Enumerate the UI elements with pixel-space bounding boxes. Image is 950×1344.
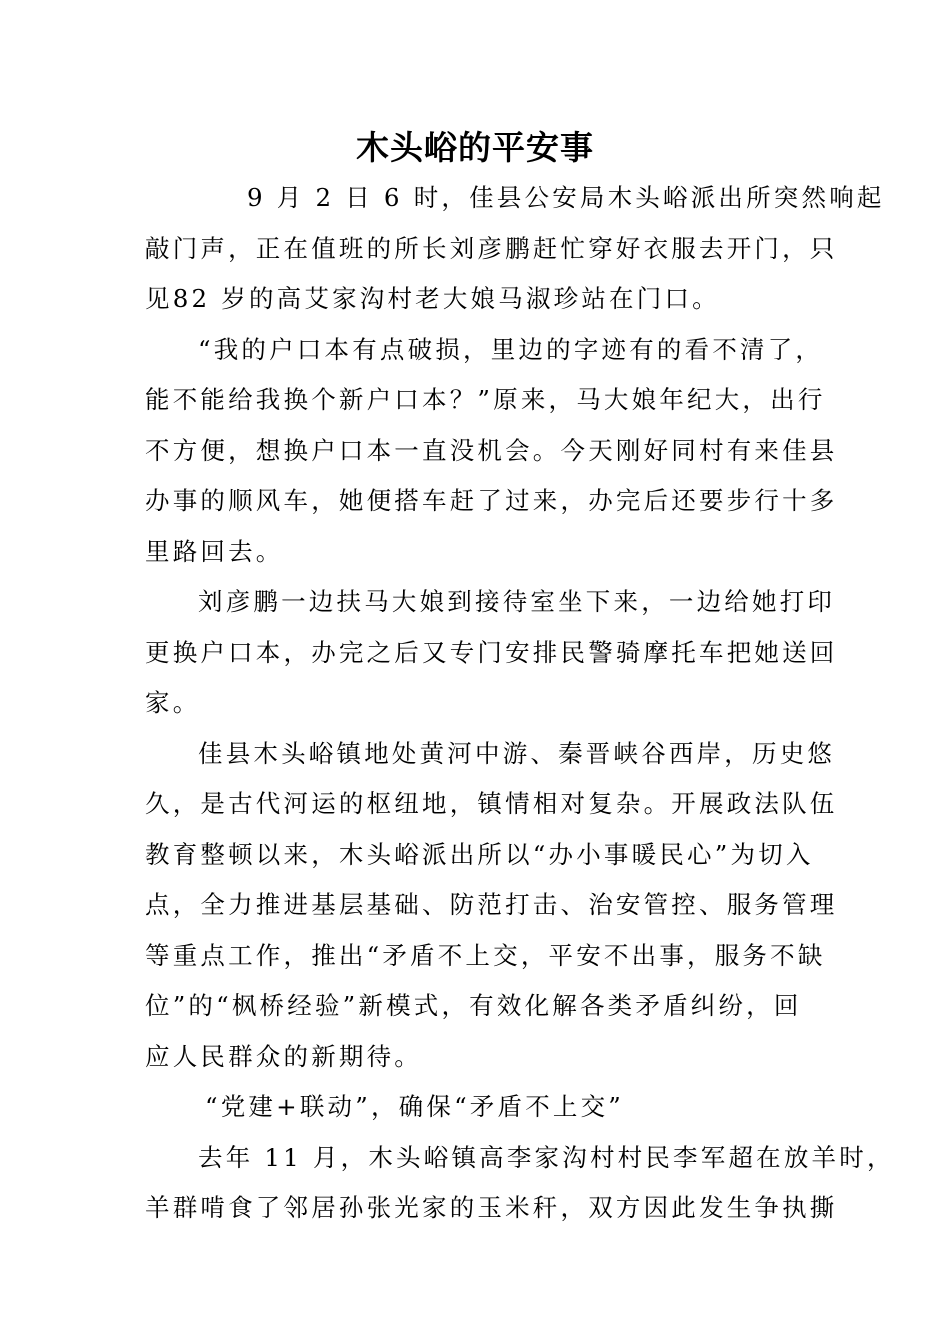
paragraph-line: 更换户口本，办完之后又专门安排民警骑摩托车把她送回 <box>145 637 838 667</box>
paragraph-line: 能不能给我换个新户口本？”原来，马大娘年纪大，出行 <box>145 385 826 414</box>
document-body <box>145 173 895 1234</box>
paragraph-line: 敲门声，正在值班的所长刘彦鹏赶忙穿好衣服去开门，只 <box>145 233 838 263</box>
paragraph-line: 9 月 2 日 6 时，佳县公安局木头峪派出所突然响起 <box>247 183 885 212</box>
section-heading: “党建+联动”，确保“矛盾不上交” <box>205 1092 625 1121</box>
paragraph-line: 家。 <box>145 688 201 717</box>
paragraph-line: 办事的顺风车，她便搭车赶了过来，办完后还要步行十多 <box>145 486 838 515</box>
paragraph-line: 不方便，想换户口本一直没机会。今天刚好同村有来佳县 <box>145 435 838 465</box>
paragraph-line: 久，是古代河运的枢纽地，镇情相对复杂。开展政法队伍 <box>145 789 838 818</box>
document-title: 木头峪的平安事 <box>356 128 594 167</box>
paragraph-line: 教育整顿以来，木头峪派出所以“办小事暖民心”为切入 <box>145 839 814 869</box>
paragraph-line: 去年 11 月，木头峪镇高李家沟村村民李军超在放羊时， <box>198 1142 895 1172</box>
paragraph-line: 佳县木头峪镇地处黄河中游、秦晋峡谷西岸，历史悠 <box>198 738 836 768</box>
paragraph-line: 位”的“枫桥经验”新模式，有效化解各类矛盾纠纷，回 <box>145 991 802 1020</box>
paragraph-line: 里路回去。 <box>145 536 284 566</box>
paragraph-line: 羊群啃食了邻居孙张光家的玉米秆，双方因此发生争执撕 <box>145 1193 838 1222</box>
paragraph-line: 点，全力推进基层基础、防范打击、治安管控、服务管理 <box>145 890 838 919</box>
paragraph-line: 等重点工作，推出“矛盾不上交，平安不出事，服务不缺 <box>145 940 826 970</box>
paragraph-line: 刘彦鹏一边扶马大娘到接待室坐下来，一边给她打印 <box>198 587 836 616</box>
paragraph-line: 应人民群众的新期待。 <box>145 1041 422 1071</box>
paragraph-line: “我的户口本有点破损，里边的字迹有的看不清了， <box>198 334 824 364</box>
paragraph-line: 见82 岁的高艾家沟村老大娘马淑珍站在门口。 <box>145 284 720 313</box>
